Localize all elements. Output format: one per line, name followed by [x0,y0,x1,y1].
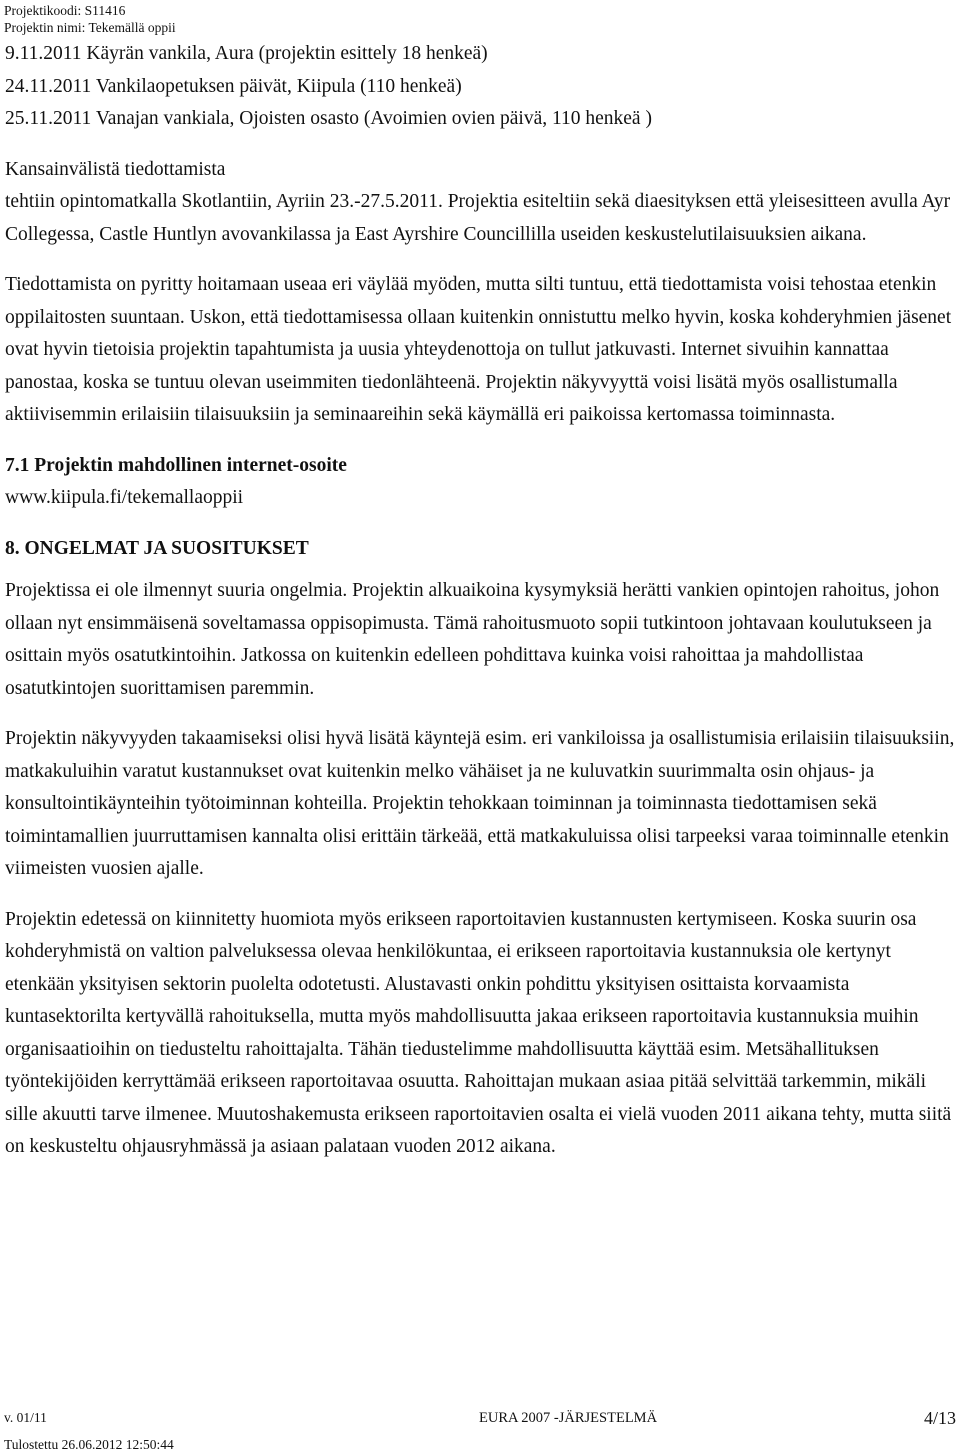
visibility-paragraph: Projektin näkyvyyden takaamiseksi olisi hyvä lisätä käyntejä esim. eri vankiloissa ja osallistumisia erilaisiin tilaisuuksiin, matkakuluihin varatut kustannukset ovat kuitenkin melko vähäiset ja ne kuluvatkin suurimmalta osin ohjaus- ja konsultointikäynteihin työtoiminnan kohteilla. Projektin tehokkaan toiminnan ja toiminnasta tiedottamisen sekä toimintamallien juurruttamisen kannalta olisi erittäin tärkeää, että matkakuluissa olisi tarpeeksi varaa toiminnalle etenkin viimeisten vuosien ajalle. [5,728,955,879]
project-name: Projektin nimi: Tekemällä oppii [4,20,176,35]
print-timestamp: Tulostettu 26.06.2012 12:50:44 [4,1437,174,1452]
communication-paragraph: Tiedottamista on pyritty hoitamaan useaa eri väylää myöden, mutta silti tuntuu, että tiedottamista voisi tehostaa etenkin oppilaitosten suuntaan. Uskon, että tiedottamisessa ollaan kuitenkin onnistuttu melko hyvin, koska kohderyhmien jäsenet ovat hyvin tietoisia projektin tapahtumista ja uusia yhteydenottoja on tullut jatkuvasti. Internet sivuihin kannattaa panostaa, koska se tuntuu olevan useimmiten tiedonlähteenä. Projektin näkyvyyttä voisi lisätä myös osallistumalla aktiivisemmin erilaisiin tilaisuuksiin ja seminaareihin sekä käymällä eri paikoissa kertomassa toiminnasta. [5,274,952,425]
form-version: v. 01/11 [4,1410,47,1425]
international-title: Kansainvälistä tiedottamista [5,158,226,180]
project-url-link[interactable]: www.kiipula.fi/tekemallaoppii [5,487,244,508]
page-number: 4/13 [923,1408,956,1428]
event-line: 24.11.2011 Vankilaopetuksen päivät, Kiipula (110 henkeä) [5,75,462,97]
document-body [5,38,955,1164]
event-line: 9.11.2011 Käyrän vankila, Aura (projektin esittely 18 henkeä) [5,43,488,64]
international-paragraph: tehtiin opintomatkalla Skotlantiin, Ayriin 23.-27.5.2011. Projektia esiteltiin sekä diaesityksen että yleisesitteen avulla Ayr Collegessa, Castle Huntlyn avovankilassa ja East Ayrshire Councillilla useiden keskustelutilaisuuksien aikana. [5,191,951,245]
section-7-1-heading: 7.1 Projektin mahdollinen internet-osoite [5,454,347,476]
system-name: EURA 2007 -JÄRJESTELMÄ [479,1410,658,1426]
costs-paragraph: Projektin edetessä on kiinnitetty huomiota myös erikseen raportoitavien kustannusten kertymiseen. Koska suurin osa kohderyhmistä on valtion palveluksessa olevaa henkilökuntaa, ei erikseen raportoitavia kustannuksia ole kertynyt etenkään yksityisen sektorin puolelta odotetusti. Alustavasti onkin pohdittu yksityisen osittaista korvaamista kuntasektorilta kertyvällä rahoituksella, mutta myös mahdollisuutta jakaa erikseen raportoitavia kustannuksia muihin organisaatioihin on tiedusteltu rahoittajalta. Tähän tiedustelimme mahdollisuutta käyttää esim. Metsähallituksen työntekijöiden kerryttämää erikseen raportoitavaa osuutta. Rahoittajan mukaan asiaa pitää selvittää tarkemmin, mikäli sille akuutti tarve ilmenee. Muutoshakemusta erikseen raportoitavien osalta ei vielä vuoden 2011 aikana tehty, mutta siitä on keskusteltu ohjausryhmässä ja asiaan palataan vuoden 2012 aikana. [5,908,952,1157]
events-list [5,38,955,136]
section-8-heading: 8. ONGELMAT JA SUOSITUKSET [5,537,309,559]
page-header [4,2,176,36]
project-code: Projektikoodi: S11416 [4,3,126,18]
event-line: 25.11.2011 Vanajan vankiala, Ojoisten osasto (Avoimien ovien päivä, 110 henkeä ) [5,108,652,129]
problems-paragraph: Projektissa ei ole ilmennyt suuria ongelmia. Projektin alkuaikoina kysymyksiä herätti vankien opintojen rahoitus, johon ollaan nyt ensimmäisenä soveltamassa oppisopimusta. Tämä rahoitusmuoto sopii tutkintoon johtavaan koulutukseen ja osittain myös osatutkintoihin. Jatkossa on kuitenkin edelleen pohdittava kuinka voisi rahoittaa ja mahdollistaa osatutkintojen suorittamisen paremmin. [5,580,940,699]
